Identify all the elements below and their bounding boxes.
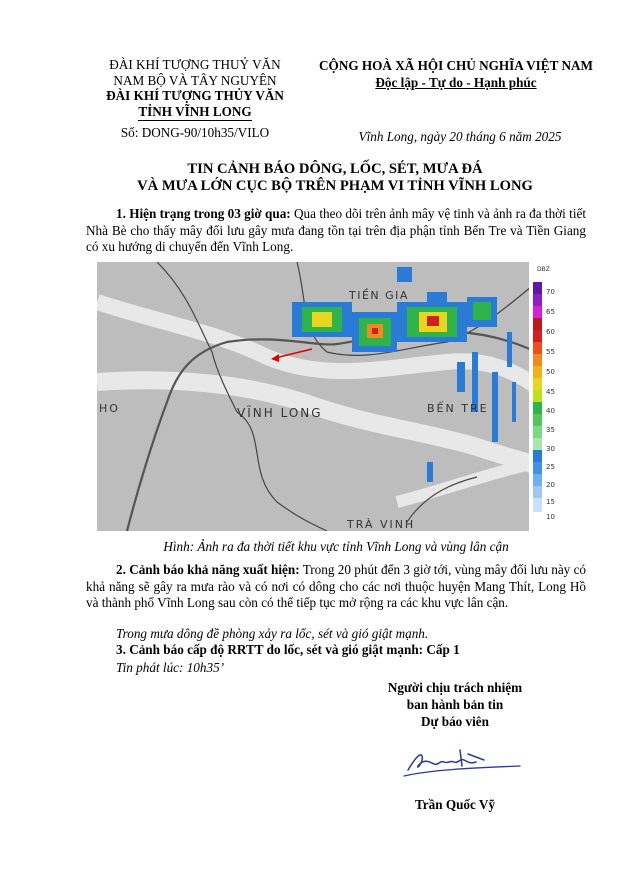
colorbar-tick: 50 xyxy=(546,368,555,376)
colorbar-tick: 20 xyxy=(546,481,555,489)
republic-block xyxy=(306,57,606,91)
section2-heading: 2. Cảnh báo khả năng xuất hiện: xyxy=(116,562,300,577)
colorbar-tick: 40 xyxy=(546,407,555,415)
motto xyxy=(306,74,606,91)
section1-text: Qua theo dõi trên ảnh mây vệ tinh và ảnh ra đa thời tiết Nhà Bè cho thấy mây đối lưu gây mưa đang tồn tại trên địa phận tỉnh Bến Tre và Tiền Giang có xu hướng di chuyển đến Vĩnh Long. xyxy=(86,206,586,254)
map-caption: Hình: Ảnh ra đa thời tiết khu vực tỉnh Vĩnh Long và vùng lân cận xyxy=(163,539,509,554)
republic-name: CỘNG HOÀ XÃ HỘI CHỦ NGHĨA VIỆT NAM xyxy=(319,58,593,73)
label-ben-tre: BẾN TRE xyxy=(427,402,489,415)
section2-note: Trong mưa dông đề phòng xảy ra lốc, sét và gió giật mạnh. xyxy=(116,626,429,641)
label-left-partial: HO xyxy=(99,402,120,415)
motto-text: Độc lập - Tự do - Hạnh phúc xyxy=(375,75,537,90)
agency-line-2: NAM BỘ VÀ TÂY NGUYÊN xyxy=(113,72,277,88)
colorbar-tick: 55 xyxy=(546,348,555,356)
label-vinh-long: VĨNH LONG xyxy=(237,406,323,420)
handwritten-signature xyxy=(400,740,530,785)
section-forecast xyxy=(86,562,586,612)
section3-heading: 3. Cảnh báo cấp độ RRTT do lốc, sét và gió giật mạnh: xyxy=(116,642,424,657)
label-tien-giang: TIỀN GIA xyxy=(349,289,409,302)
dbz-colorbar xyxy=(529,262,562,531)
colorbar-tick: 30 xyxy=(546,445,555,453)
radar-map xyxy=(97,262,562,531)
document-number: Số: DONG-90/10h35/VILO xyxy=(120,125,270,140)
station-line-1: ĐÀI KHÍ TƯỢNG THỦY VĂN xyxy=(106,88,284,103)
colorbar-tick: 70 xyxy=(546,288,555,296)
signer-role-1: Người chịu trách nhiệm xyxy=(387,680,523,695)
risk-level-value: Cấp 1 xyxy=(426,642,460,657)
bulletin-title xyxy=(100,161,570,195)
colorbar-unit: DBZ xyxy=(537,266,550,273)
colorbar-tick: 45 xyxy=(546,388,555,396)
section-risk-level xyxy=(116,642,586,658)
section1-heading: 1. Hiện trạng trong 03 giờ qua: xyxy=(116,206,291,221)
signature-block xyxy=(345,679,565,730)
agency-line-1: ĐÀI KHÍ TƯỢNG THUỶ VĂN xyxy=(109,57,281,72)
colorbar-tick: 60 xyxy=(546,328,555,336)
section2-text: Trong 20 phút đến 3 giờ tới, vùng mây đối lưu này có khả năng sẽ gây ra mưa rào và có nơi có dông cho các nơi thuộc huyện Mang Thít, Long Hồ và thành phố Vĩnh Long sau còn có thể tiếp tục mở rộng ra các khu vực lân cận. xyxy=(86,562,587,610)
label-tra-vinh: TRÀ VINH xyxy=(347,518,416,531)
signer-role-3: Dự báo viên xyxy=(421,714,489,729)
section-current-status xyxy=(86,206,586,256)
radar-map-svg xyxy=(97,262,562,531)
station-name: TỈNH VĨNH LONG xyxy=(138,103,252,119)
issue-time: Tin phát lúc: 10h35’ xyxy=(116,660,225,675)
colorbar-tick: 25 xyxy=(546,463,555,471)
title-line-1: TIN CẢNH BÁO DÔNG, LỐC, SÉT, MƯA ĐÁ xyxy=(187,161,483,177)
station-line-2 xyxy=(86,104,304,120)
colorbar-tick: 15 xyxy=(546,498,555,506)
title-line-2: VÀ MƯA LỚN CỤC BỘ TRÊN PHẠM VI TỈNH VĨNH LONG xyxy=(137,178,533,194)
place-date: Vĩnh Long, ngày 20 tháng 6 năm 2025 xyxy=(358,129,562,144)
signer-name: Trần Quốc Vỹ xyxy=(414,797,496,812)
colorbar-tick: 65 xyxy=(546,308,555,316)
colorbar-tick: 10 xyxy=(546,513,555,521)
colorbar-tick: 35 xyxy=(546,426,555,434)
issuing-agency-block xyxy=(86,57,304,141)
signer-role-2: ban hành bản tin xyxy=(406,697,504,712)
